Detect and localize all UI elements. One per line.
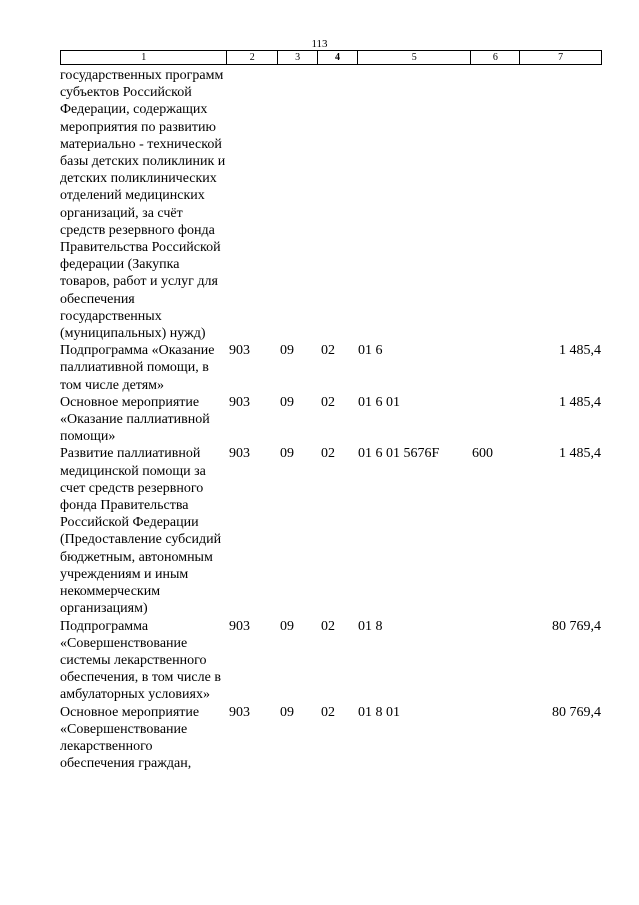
row-pr: 02 <box>321 618 335 634</box>
table-header <box>60 50 602 65</box>
row-rz: 09 <box>280 704 294 720</box>
row-rz: 09 <box>280 394 294 410</box>
row-csr: 01 8 01 <box>358 704 400 720</box>
table-row <box>60 618 620 704</box>
row-name: Подпрограмма «Совершенствование системы лекарственного обеспечения, в том числе в амбулаторных условиях» <box>60 618 221 703</box>
row-csr: 01 6 01 <box>358 394 400 410</box>
row-pr: 02 <box>321 343 335 359</box>
column-header-1: 1 <box>61 51 227 64</box>
row-name: Основное мероприятие «Совершенствование лекарственного обеспечения граждан, <box>60 704 200 772</box>
row-sum: 80 769,4 <box>552 704 601 720</box>
column-header-5: 5 <box>358 51 472 64</box>
column-header-4: 4 <box>318 51 358 64</box>
row-vr: 600 <box>472 446 493 462</box>
row-pr: 02 <box>321 704 335 720</box>
row-name: Основное мероприятие «Оказание паллиативной помощи» <box>60 394 210 445</box>
row-pr: 02 <box>321 394 335 410</box>
table-row <box>60 704 620 773</box>
row-name: государственных программ субъектов Российской Федерации, содержащих мероприятия по развитию материально - технической базы детских поликлиник и детских поликлинических отделений медицинских организаций, за счёт средств резервного фонда Правительства Российской федерации (Закупка товаров, работ и услуг для обеспечения государственных (муниципальных) нужд) <box>60 68 226 342</box>
row-rz: 09 <box>280 618 294 634</box>
row-ved: 903 <box>229 343 250 359</box>
row-rz: 09 <box>280 343 294 359</box>
row-name: Развитие паллиативной медицинской помощи за счет средств резервного фонда Правительства Российской Федерации (Предоставление субсидий бюджетным, автономным учреждениям и иным некоммерческим организациям) <box>60 446 222 617</box>
row-ved: 903 <box>229 704 250 720</box>
row-sum: 1 485,4 <box>559 446 601 462</box>
row-ved: 903 <box>229 618 250 634</box>
row-sum: 80 769,4 <box>552 618 601 634</box>
column-header-7: 7 <box>558 52 564 63</box>
column-header-3: 3 <box>278 51 318 64</box>
row-csr: 01 8 <box>358 618 383 634</box>
row-sum: 1 485,4 <box>559 394 601 410</box>
row-rz: 09 <box>280 446 294 462</box>
row-pr: 02 <box>321 446 335 462</box>
table-row <box>60 67 620 342</box>
table-row <box>60 445 620 617</box>
page-number: 113 <box>311 38 328 50</box>
row-name: Подпрограмма «Оказание паллиативной помощи, в том числе детям» <box>60 343 215 393</box>
table-row <box>60 394 620 446</box>
row-ved: 903 <box>229 394 250 410</box>
table-body <box>60 67 620 772</box>
table-row <box>60 342 620 394</box>
column-header-6: 6 <box>471 51 520 64</box>
row-sum: 1 485,4 <box>559 343 601 359</box>
row-csr: 01 6 01 5676F <box>358 446 440 462</box>
row-csr: 01 6 <box>358 343 383 359</box>
row-ved: 903 <box>229 446 250 462</box>
column-header-2: 2 <box>227 51 278 64</box>
